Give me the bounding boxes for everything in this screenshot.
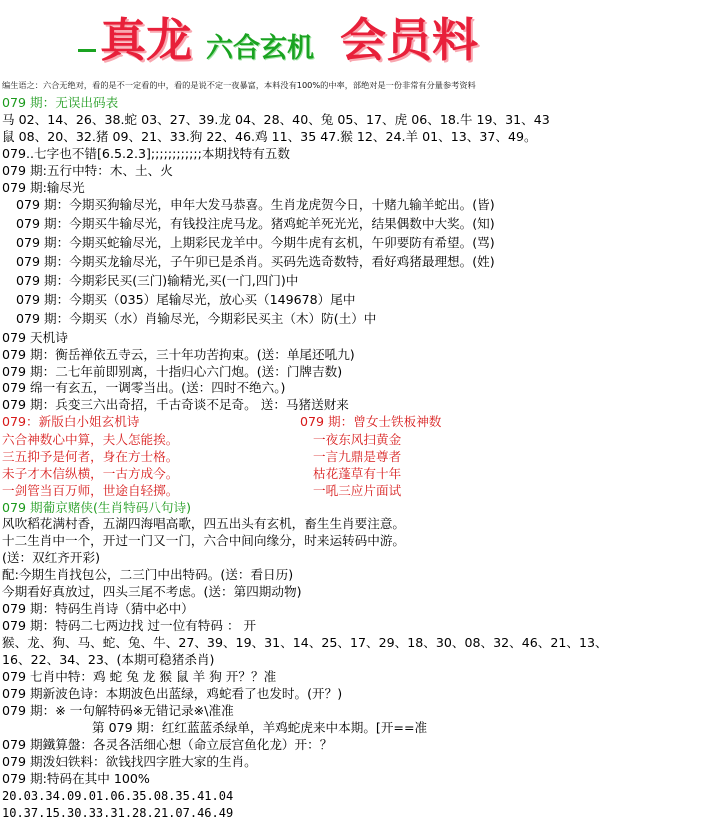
disclaimer: 编生语之：六合无绝对，看的是不一定看的中，看的是说不定一夜暴富，本料没有100%的中率，部绝对是一份非常有分量参考资料 <box>2 80 476 90</box>
section-heading: 079 期葡京赌侠(生肖特码八句诗) <box>2 500 191 515</box>
text-line: 079 期：二七年前即别离，十指归心六门炮。(送：门牌吉数) <box>2 364 343 379</box>
text-line: 079 期：特码生肖诗（猜中必中） <box>2 601 194 616</box>
text-line: 今期看好真放过，四头三尾不考虑。(送：第四期动物) <box>2 584 302 599</box>
text-line: 猴、龙、狗、马、蛇、兔、牛、27、39、19、31、14、25、17、29、18、30、08、32、46、21、13、 <box>2 635 608 650</box>
text-line: 079..七字也不错[6.5.2.3];;;;;;;;;;;;本期找特有五数 <box>2 146 290 161</box>
text-line: 079 期：今期彩民买(三门)输精光,买(一门,四门)中 <box>16 273 299 288</box>
text-line: 风吹稻花满村香，五湖四海唱高歌，四五出头有玄机，畜生生肖要注意。 <box>2 516 405 531</box>
text-line: 079 期：衡岳禅依五寺云，三十年功苦拘束。(送：单尾还吼九) <box>2 347 355 362</box>
text-line: 第 079 期：红红蓝蓝杀绿单，羊鸡蛇虎来中本期。[开==准 <box>92 720 428 735</box>
text-line: 079 期新波色诗：本期波色出蓝绿，鸡蛇看了也发时。(开？) <box>2 686 343 701</box>
text-line: 079 绵一有玄五，一调零当出。(送：四时不绝六。) <box>2 380 286 395</box>
right-poem-title: 079 期：曾女士铁板神数 <box>300 414 442 429</box>
title-dash <box>78 49 96 52</box>
left-poem-line: 一剑管当百万师，世途自轻掷。 <box>2 483 179 498</box>
text-line: 079 天机诗 <box>2 330 68 345</box>
text-line: 079 期：今期买（035）尾输尽光，放心买（149678）尾中 <box>16 292 356 307</box>
text-line: 079 期鐵算盤：各灵各活细心想（命立辰宫鱼化龙）开：？ <box>2 737 333 752</box>
text-line: 079 期:输尽光 <box>2 180 85 195</box>
right-poem-line: 一夜东风扫黄金 <box>313 432 402 447</box>
left-poem-line: 三五抑予是何者，身在方士格。 <box>2 449 179 464</box>
text-line: 079 期：今期买狗输尽光，申年大发马恭喜。生肖龙虎贺今日，十赌九输羊蛇出。(皆) <box>16 197 495 212</box>
number-line: 10.37.15.30.33.31.28.21.07.46.49 <box>2 806 234 820</box>
text-line: 079 期：特码二七两边找 过一位有特码 ： 开 <box>2 618 257 633</box>
right-poem-line: 一吼三应片面试 <box>313 483 402 498</box>
text-line: 079 期：今期买蛇输尽光，上期彩民龙羊中。今期牛虎有玄机，午卯要防有希望。(骂) <box>16 235 495 250</box>
right-poem-line: 枯花蓬草有十年 <box>313 466 402 481</box>
text-line: 079 期：※ 一句解特码※无错记录※\准准 <box>2 703 234 718</box>
text-line: 079 期：兵变三六出奇招，千古奇谈不足奇。 送：马猪送财来 <box>2 397 349 412</box>
text-line: 十二生肖中一个，开过一门又一门，六合中间向缘分，时来运转码中游。 <box>2 533 405 548</box>
text-line: 079 期：今期买（水）肖输尽光，今期彩民买主（木）防(土）中 <box>16 311 377 326</box>
section-heading: 079 期：无误出码表 <box>2 95 119 110</box>
text-line: 16、22、34、23、(本期可稳猪杀肖) <box>2 652 215 667</box>
left-poem-line: 六合神数心中算，夫人怎能挨。 <box>2 432 179 447</box>
title-part2: 六合玄机 <box>206 33 314 64</box>
text-line: 马 02、14、26、38.蛇 03、27、39.龙 04、28、40、兔 05、17、虎 06、18.牛 19、31、43 <box>2 112 550 127</box>
number-line: 20.03.34.09.01.06.35.08.35.41.04 <box>2 789 234 803</box>
text-line: 079 期:特码在其中 100% <box>2 771 150 786</box>
text-line: 079 期：今期买龙输尽光，子午卯已是杀肖。买码先选奇数特，看好鸡猪最理想。(姓) <box>16 254 495 269</box>
text-line: 配:今期生肖找包公，二三门中出特码。(送：看日历) <box>2 567 294 582</box>
text-line: 079 期:五行中特：木、土、火 <box>2 163 173 178</box>
right-poem-line: 一言九鼎是尊者 <box>313 449 402 464</box>
title-part1: 真龙 <box>100 13 192 67</box>
text-line: 079 期：今期买牛输尽光，有钱投注虎马龙。猪鸡蛇羊死光光，结果偶数中大奖。(知) <box>16 216 495 231</box>
text-line: 079 期泼妇铁料：欲钱找四字胜大家的生肖。 <box>2 754 257 769</box>
text-line: (送：双红齐开彩) <box>2 550 100 565</box>
text-line: 鼠 08、20、32.猪 09、21、33.狗 22、46.鸡 11、35 47.猴 12、24.羊 01、13、37、49。 <box>2 129 537 144</box>
text-line: 079 七肖中特：鸡 蛇 兔 龙 猴 鼠 羊 狗 开？？准 <box>2 669 277 684</box>
left-poem-line: 未子才木信纵横，一古方成今。 <box>2 466 179 481</box>
title-part3: 会员料 <box>340 13 478 67</box>
left-poem-title: 079：新版白小姐玄机诗 <box>2 414 140 429</box>
